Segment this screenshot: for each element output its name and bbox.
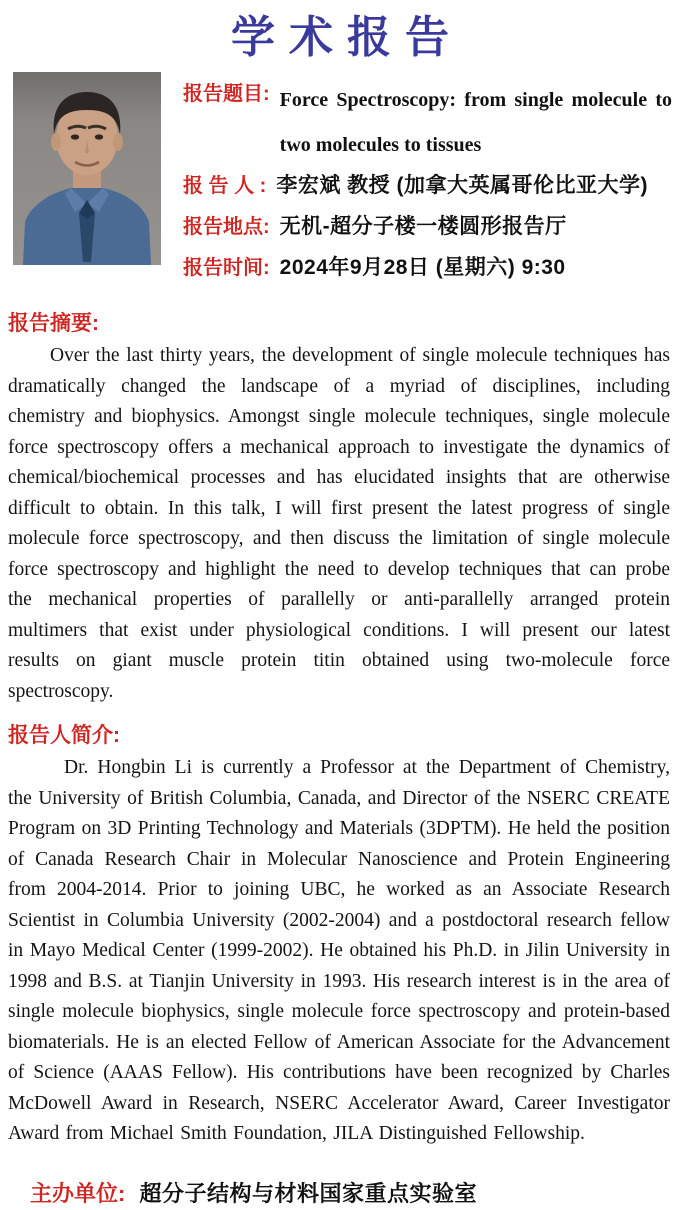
- page-title: 学术报告: [231, 12, 463, 63]
- location-value: 无机-超分子楼一楼圆形报告厅: [279, 215, 567, 238]
- speaker-value: 李宏斌 教授 (加拿大英属哥伦比亚大学): [276, 174, 648, 197]
- organizer-row: [30, 1180, 680, 1208]
- header-block: [0, 72, 680, 293]
- speaker-label: 报 告 人 :: [183, 175, 267, 197]
- location-row: [183, 211, 672, 243]
- time-label: 报告时间:: [183, 257, 270, 279]
- speaker-row: [183, 170, 672, 202]
- talk-title-label: 报告题目:: [183, 83, 270, 105]
- talk-title-value: Force Spectroscopy: from single molecule to two molecules to tissues: [279, 89, 672, 156]
- time-value: 2024年9月28日 (星期六) 9:30: [279, 256, 566, 279]
- speaker-photo: [13, 72, 161, 265]
- abstract-heading: 报告摘要:: [8, 312, 99, 335]
- bio-text: Dr. Hongbin Li is currently a Professor at the Department of Chemistry, the University of British Columbia, Canada, and Director of the NSERC CREATE Program on 3D Printing Technology and Materials (3DPTM). He held the position of Canada Research Chair in Molecular Nanoscience and Protein Engineering from 2004-2014. Prior to joining UBC, he worked as an Associate Research Scientist in Columbia University (2002-2004) and a postdoctoral research fellow in Mayo Medical Center (1999-2002). He obtained his Ph.D. in Jilin University in 1998 and B.S. at Tianjin University in 1993. His research interest is in the area of single molecule biophysics, single molecule force spectroscopy and protein-based biomaterials. He is an elected Fellow of American Associate for the Advancement of Science (AAAS Fellow). His contributions have been recognized by Charles McDowell Award in Research, NSERC Accelerator Award, Career Investigator Award from Michael Smith Foundation, JILA Distinguished Fellowship.: [8, 757, 670, 1144]
- location-label: 报告地点:: [183, 216, 270, 238]
- abstract-text: Over the last thirty years, the development of single molecule techniques has dramatically changed the landscape of a myriad of disciplines, including chemistry and biophysics. Amongst single molecule techniques, single molecule force spectroscopy offers a mechanical approach to investigate the dynamics of chemical/biochemical processes and has elucidated insights that are otherwise difficult to obtain. In this talk, I will first present the latest progress of single molecule force spectroscopy, and then discuss the limitation of single molecule force spectroscopy and highlight the need to develop techniques that can probe the mechanical properties of parallelly or anti-parallelly arranged protein multimers that exist under physiological conditions. I will present our latest results on giant muscle protein titin obtained using two-molecule force spectroscopy.: [8, 345, 670, 702]
- speaker-portrait-image: [13, 72, 161, 265]
- talk-title-row: [183, 78, 672, 168]
- bio-heading: 报告人简介:: [8, 724, 120, 747]
- organizer-label: 主办单位:: [30, 1180, 126, 1206]
- time-row: [183, 252, 672, 284]
- talk-info: [183, 72, 672, 293]
- organizer-value: 超分子结构与材料国家重点实验室: [139, 1180, 477, 1206]
